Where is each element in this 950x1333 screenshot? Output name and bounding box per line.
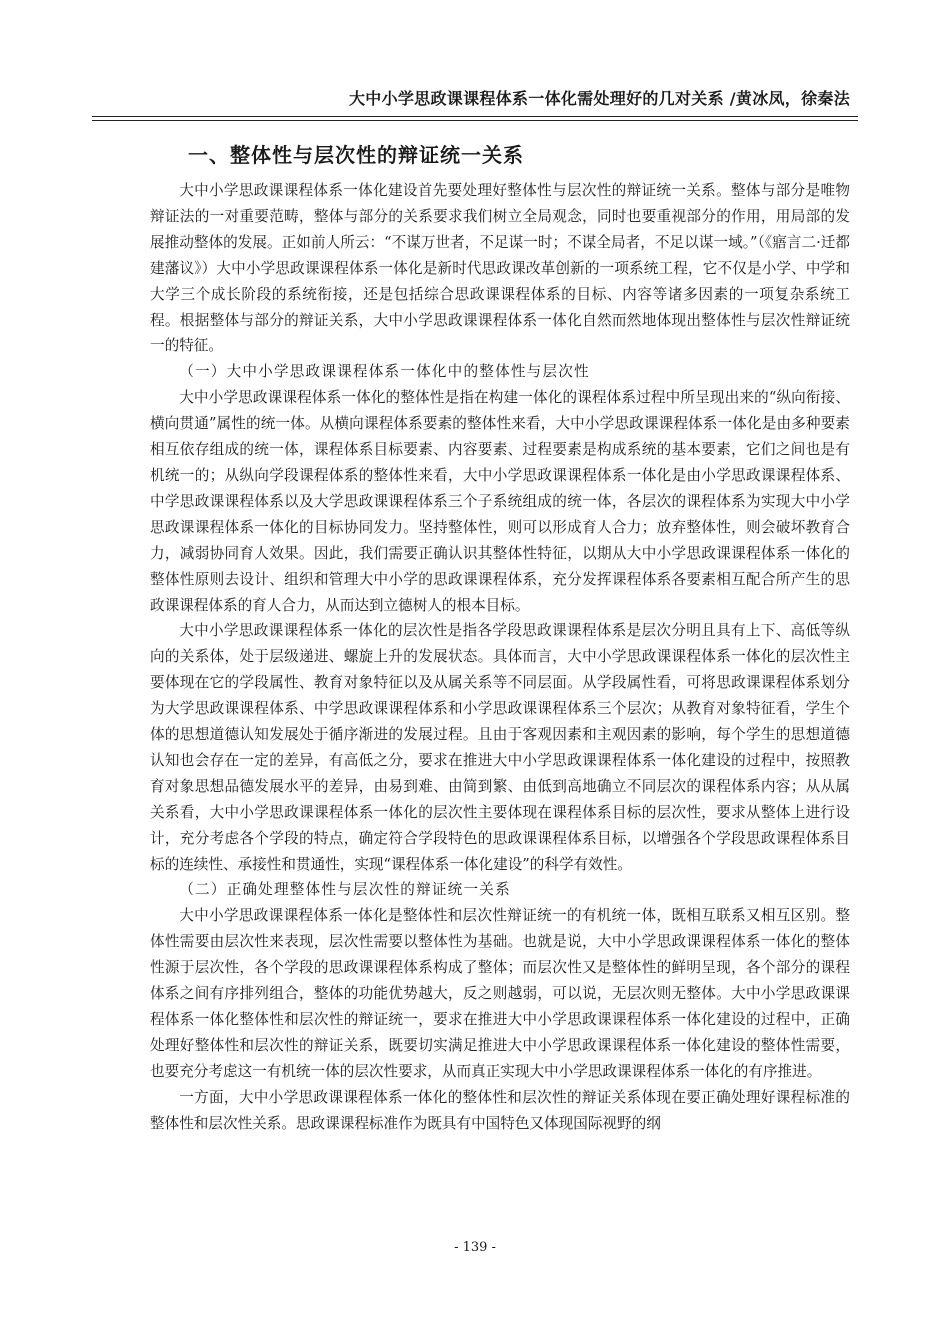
section-title: 一、整体性与层次性的辩证统一关系 xyxy=(188,143,524,167)
subsection-2-paragraph-2: 一方面，大中小学思政课课程体系一体化的整体性和层次性的辩证关系体现在要正确处理好课程标准的整体性和层次性关系。思政课课程标准作为既具有中国特色又体现国际视野的纲 xyxy=(150,1088,850,1132)
running-header: 大中小学思政课课程体系一体化需处理好的几对关系 /黄冰凤，徐秦法 xyxy=(348,89,850,108)
header-rule-bottom xyxy=(92,120,858,121)
subsection-1-paragraph-1: 大中小学思政课课程体系一体化的整体性是指在构建一体化的课程体系过程中所呈现出来的“纵向衔接、横向贯通”属性的统一体。从横向课程体系要素的整体性来看，大中小学思政课课程体系一体化是由多种要素相互依存组成的统一体，课程体系目标要素、内容要素、过程要素是构成系统的基本要素，它们之间也是有机统一的；从纵向学段课程体系的整体性来看，大中小学思政课课程体系一体化是由小学思政课课程体系、中学思政课课程体系以及大学思政课课程体系三个子系统组成的统一体，各层次的课程体系为实现大中小学思政课课程体系一体化的目标协同发力。坚持整体性，则可以形成育人合力；放弃整体性，则会破坏教育合力，减弱协同育人效果。因此，我们需要正确认识其整体性特征，以期从大中小学思政课课程体系一体化的整体性原则去设计、组织和管理大中小学的思政课课程体系，充分发挥课程体系各要素相互配合所产生的思政课课程体系的育人合力，从而达到立德树人的根本目标。 xyxy=(150,389,850,614)
subsection-2-paragraph-1: 大中小学思政课课程体系一体化是整体性和层次性辩证统一的有机统一体，既相互联系又相互区别。整体性需要由层次性来表现，层次性需要以整体性为基础。也就是说，大中小学思政课课程体系一体化的整体性源于层次性，各个学段的思政课课程体系构成了整体；而层次性又是整体性的鲜明呈现，各个部分的课程体系之间有序排列组合，整体的功能优势越大，反之则越弱，可以说，无层次则无整体。大中小学思政课课程体系一体化整体性和层次性的辩证统一，要求在推进大中小学思政课课程体系一体化建设的过程中，正确处理好整体性和层次性的辩证关系，既要切实满足推进大中小学思政课课程体系一体化建设的整体性需要，也要充分考虑这一有机统一体的层次性要求，从而真正实现大中小学思政课课程体系一体化的有序推进。 xyxy=(150,907,850,1080)
header-rule-top xyxy=(92,116,858,117)
page-number: - 139 - xyxy=(454,1240,496,1255)
intro-paragraph: 大中小学思政课课程体系一体化建设首先要处理好整体性与层次性的辩证统一关系。整体与部分是唯物辩证法的一对重要范畴，整体与部分的关系要求我们树立全局观念，同时也要重视部分的作用，用局部的发展推动整体的发展。正如前人所云：“不谋万世者，不足谋一时；不谋全局者，不足以谋一域。”（《寤言二·迁都建藩议》）大中小学思政课课程体系一体化是新时代思政课改革创新的一项系统工程，它不仅是小学、中学和大学三个成长阶段的系统衔接，还是包括综合思政课课程体系的目标、内容等诸多因素的一项复杂系统工程。根据整体与部分的辩证关系，大中小学思政课课程体系一体化自然而然地体现出整体性与层次性辩证统一的特征。 xyxy=(150,182,850,355)
subsection-1-paragraph-2: 大中小学思政课课程体系一体化的层次性是指各学段思政课课程体系是层次分明且具有上下、高低等纵向的关系体，处于层级递进、螺旋上升的发展状态。具体而言，大中小学思政课课程体系一体化的层次性主要体现在它的学段属性、教育对象特征以及从属关系等不同层面。从学段属性看，可将思政课课程体系划分为大学思政课课程体系、中学思政课课程体系和小学思政课课程体系三个层次；从教育对象特征看，学生个体的思想道德认知发展处于循序渐进的发展过程。且由于客观因素和主观因素的影响，每个学生的思想道德认知也会存在一定的差异，有高低之分，要求在推进大中小学思政课课程体系一体化建设的过程中，按照教育对象思想品德发展水平的差异，由易到难、由简到繁、由低到高地确立不同层次的课程体系内容；从从属关系看，大中小学思政课课程体系一体化的层次性主要体现在课程体系目标的层次性，要求从整体上进行设计，充分考虑各个学段的特点，确定符合学段特色的思政课课程体系目标，以增强各个学段思政课程体系目标的连续性、承接性和贯通性，实现“课程体系一体化建设”的科学有效性。 xyxy=(150,622,850,873)
article-body xyxy=(150,178,850,1137)
subsection-2-heading: （二）正确处理整体性与层次性的辩证统一关系 xyxy=(179,881,511,899)
subsection-1-heading: （一）大中小学思政课课程体系一体化中的整体性与层次性 xyxy=(179,363,590,381)
